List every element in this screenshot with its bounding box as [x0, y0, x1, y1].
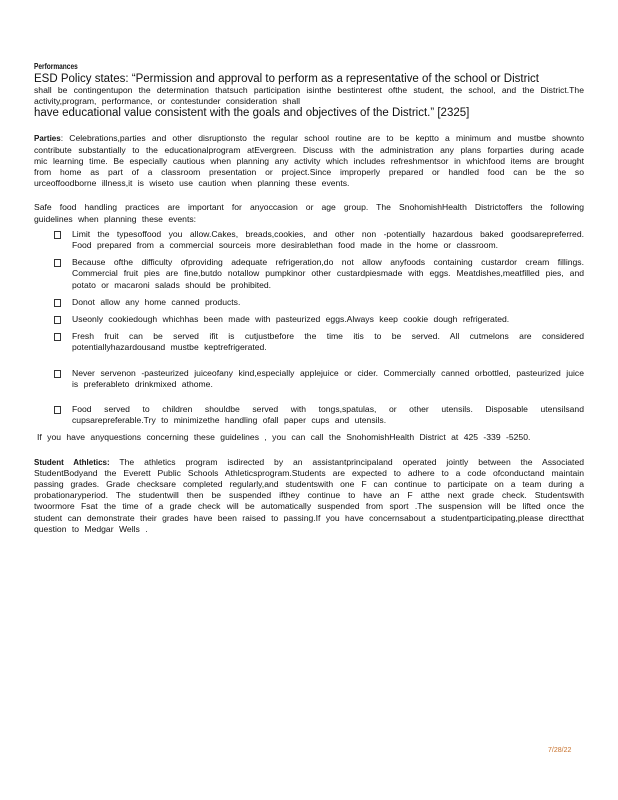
- policy-line-1: ESD Policy states: “Permission and approval to perform as a representative of the school or District: [34, 73, 539, 85]
- health-district-contact: If you have anyquestions concerning these guidelines , you can call the SnohomishHealth District at 425 -339 -5250.: [37, 432, 531, 443]
- athletics-heading: Student Athletics:: [34, 457, 110, 467]
- list-item: Fresh fruit can be served ifit is cutjustbefore the time itis to be served. All cutmelons are considered potentiallyhazardousand mustbe keptrefrigerated.: [54, 331, 584, 353]
- list-item: Donot allow any home canned products.: [54, 297, 584, 308]
- parties-heading: Parties: [34, 134, 61, 144]
- checkbox-bullet-icon: [54, 231, 61, 239]
- list-item: Limit the typesoffood you allow.Cakes, breads,cookies, and other non -potentially hazardous baked goodsarepreferred. Food prepared from a commercial sourceis more desirablethan food made in the home or classroom.: [54, 229, 584, 251]
- esd-policy-quote: [34, 73, 584, 119]
- checkbox-bullet-icon: [54, 333, 61, 341]
- checkbox-bullet-icon: [54, 299, 61, 307]
- athletics-paragraph: [34, 457, 584, 535]
- checkbox-bullet-icon: [54, 316, 61, 324]
- footer-date: 7/28/22: [548, 747, 572, 754]
- athletics-text: The athletics program isdirected by an assistantprincipaland operated jointly between the Associated StudentBodyand the Everett Public Schools Athleticsprogram.Students are expected to adhere to a code ofconductand maintain passing grades. Grade checksare completed regularly,and studentswith one F can continue to participate on a team during a probationaryperiod. The studentwill then be suspended ifthey continue to have an F atthe next grade check. Studentswith twoormore Fsat the time of a grade check will be automatically suspended from sport .The suspension will be lifted once the student can demonstrate their grades have been raised to passing.If you have concernsabout a studentparticipating,please directthat question to Medgar Wells .: [34, 456, 585, 534]
- parties-paragraph: [34, 133, 584, 189]
- list-item: Never servenon -pasteurized juiceofany kind,especially applejuice or cider. Commercially canned orbottled, pasteurized juice is preferableto drinkmixed athome.: [54, 368, 584, 390]
- list-item: Food served to children shouldbe served with tongs,spatulas, or other utensils. Disposable utensilsand cupsarepreferable.Try to minimizethe handling ofall paper cups and utensils.: [54, 404, 584, 426]
- checkbox-bullet-icon: [54, 370, 61, 378]
- food-safety-intro: Safe food handling practices are important for anyoccasion or age group. The SnohomishHealth Districtoffers the following guidelines when planning these events:: [34, 202, 584, 224]
- food-guidelines-list: [34, 229, 584, 427]
- parties-text: : Celebrations,parties and other disruptionsto the regular school routine are to be keptto a minimum and mustbe shownto contribute substantially to the educationalprogram atEvergreen. Discuss with the administration any plans forparties during acade mic learning time. Be especially cautious when planning any activity which includes refreshmentsor in whichfood items are brought from home as part of a classroom presentation or project.Since improperly prepared or handled food can be the so urceoffoodborne illness,it is wiseto use caution when planning these events.: [34, 133, 584, 189]
- policy-line-2: shall be contingentupon the determination thatsuch participation isinthe bestinterest ofthe student, the school, and the District.The activity,program, performance, or contestunder consideration shall: [34, 85, 584, 107]
- performances-heading: Performances: [34, 62, 78, 71]
- list-item: Useonly cookiedough whichhas been made with pasteurized eggs.Always keep cookie dough refrigerated.: [54, 314, 584, 325]
- checkbox-bullet-icon: [54, 406, 61, 414]
- list-item: Because ofthe difficulty ofproviding adequate refrigeration,do not allow anyfoods containing custardor cream fillings. Commercial fruit pies are fine,butdo notallow pumpkinor other custardpiesmade with eggs. Meatdishes,meatfilled pies, and potato or macaroni salads should be prohibited.: [54, 257, 584, 291]
- policy-line-3: have educational value consistent with the goals and objectives of the District.” [2325]: [34, 107, 470, 120]
- checkbox-bullet-icon: [54, 259, 61, 267]
